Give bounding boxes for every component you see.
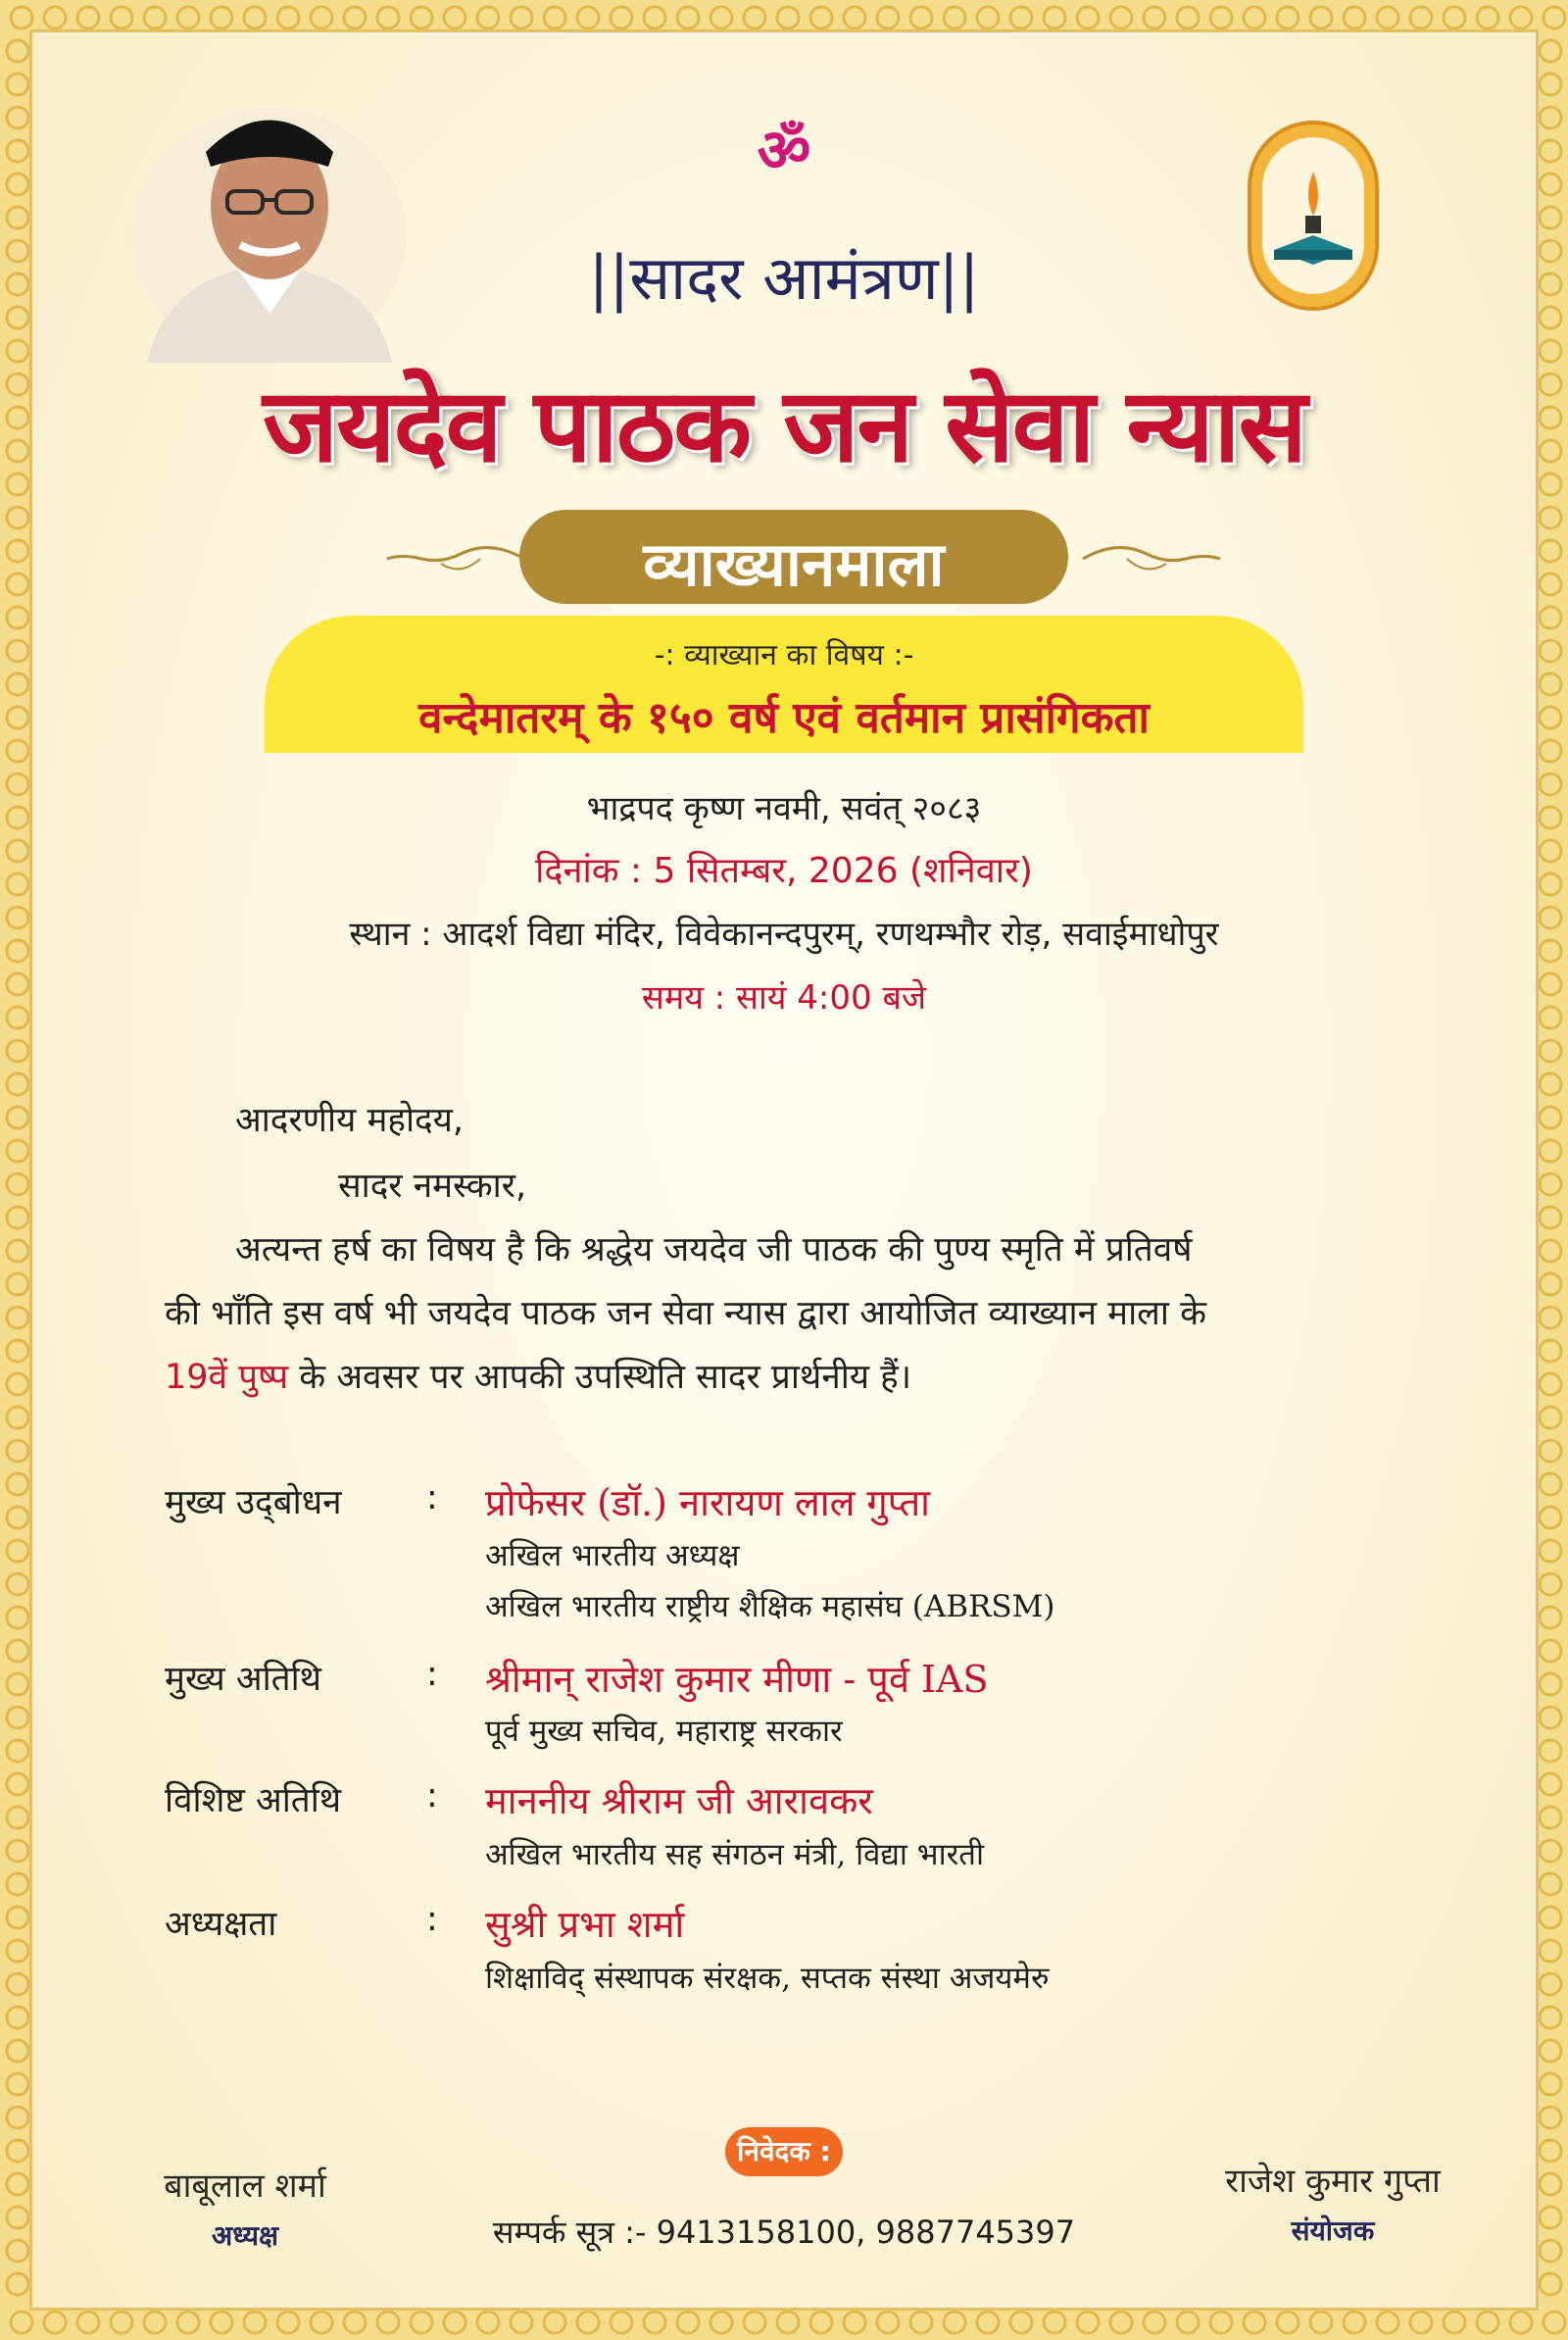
guest-role: मुख्य उद्‍बोधन <box>165 1483 342 1522</box>
border-ornament-icon <box>7 1407 28 1428</box>
border-ornament-icon <box>7 1607 28 1628</box>
border-ornament-icon <box>7 1973 28 1995</box>
border-ornament-icon <box>1510 2312 1532 2333</box>
border-ornament-icon <box>511 2312 532 2333</box>
topic-title: वन्देमातरम् के १५० वर्ष एवं वर्तमान प्रासंगिकता <box>418 693 1150 743</box>
border-ornament-icon <box>1477 7 1498 28</box>
guest-role: मुख्य अतिथि <box>165 1660 322 1699</box>
border-ornament-icon <box>1540 1740 1561 1762</box>
border-ornament-icon <box>7 1740 28 1762</box>
guest-name: माननीय श्रीराम जी आरावकर <box>485 1779 873 1822</box>
border-ornament-icon <box>7 1373 28 1395</box>
border-ornament-icon <box>7 507 28 528</box>
border-ornament-icon <box>611 7 632 28</box>
border-ornament-icon <box>244 2312 266 2333</box>
border-ornament-icon <box>1540 1107 1561 1128</box>
letter-paragraph-line-1: अत्यन्त हर्ष का विषय है कि श्रद्धेय जयदेव जी पाठक की पुण्य स्मृति में प्रतिवर्ष <box>235 1230 1193 1270</box>
border-ornament-icon <box>1540 1240 1561 1262</box>
border-ornament-icon <box>1377 7 1398 28</box>
border-ornament-icon <box>1540 1940 1561 1962</box>
border-ornament-icon <box>1077 2312 1099 2333</box>
border-ornament-icon <box>1540 640 1561 662</box>
border-ornament-icon <box>1540 2107 1561 2128</box>
border-ornament-icon <box>1410 2312 1432 2333</box>
border-ornament-icon <box>1540 2173 1561 2195</box>
border-ornament-icon <box>7 1773 28 1795</box>
guest-description: शिक्षाविद् संस्थापक संरक्षक, सप्तक संस्था अजयमेरु <box>485 1961 1050 1996</box>
border-ornament-icon <box>7 1873 28 1895</box>
border-ornament-icon <box>7 1440 28 1462</box>
border-ornament-icon <box>1110 2312 1132 2333</box>
border-ornament-icon <box>1540 607 1561 628</box>
border-ornament-icon <box>1377 2312 1398 2333</box>
border-ornament-icon <box>1540 1440 1561 1462</box>
border-ornament-icon <box>1540 1907 1561 1928</box>
border-ornament-icon <box>1540 207 1561 228</box>
border-ornament-icon <box>1540 1773 1561 1795</box>
border-ornament-icon <box>7 1107 28 1128</box>
border-ornament-icon <box>710 2312 732 2333</box>
event-time: समय : सायं 4:00 बजे <box>641 978 927 1018</box>
border-ornament-icon <box>1540 1407 1561 1428</box>
border-ornament-icon <box>1044 2312 1065 2333</box>
border-ornament-icon <box>7 1240 28 1262</box>
guest-description: अखिल भारतीय अध्यक्ष <box>485 1538 740 1573</box>
border-ornament-icon <box>910 2312 932 2333</box>
nivedak-badge: निवेदक : <box>725 2127 843 2176</box>
border-ornament-icon <box>7 2007 28 2028</box>
border-ornament-icon <box>111 7 132 28</box>
border-ornament-icon <box>177 2312 199 2333</box>
border-ornament-icon <box>810 7 832 28</box>
border-ornament-icon <box>244 7 266 28</box>
letter-paragraph-line-3 <box>165 1353 911 1399</box>
border-ornament-icon <box>1077 7 1099 28</box>
border-ornament-icon <box>1540 740 1561 762</box>
border-ornament-icon <box>1310 2312 1332 2333</box>
border-ornament-icon <box>7 1207 28 1228</box>
border-ornament-icon <box>1540 673 1561 695</box>
border-ornament-icon <box>7 607 28 628</box>
border-ornament-icon <box>477 7 499 28</box>
border-ornament-icon <box>7 1540 28 1562</box>
border-ornament-icon <box>7 1507 28 1528</box>
border-ornament-icon <box>1540 1540 1561 1562</box>
border-ornament-icon <box>7 1640 28 1662</box>
flourish-left-icon <box>382 529 529 588</box>
event-venue: स्थान : आदर्श विद्या मंदिर, विवेकानन्दपुरम्, रणथम्भौर रोड़, सवाईमाधोपुर <box>349 915 1219 954</box>
guest-colon: : <box>426 1900 438 1939</box>
border-ornament-icon <box>444 2312 466 2333</box>
border-ornament-icon <box>311 7 332 28</box>
guest-name: सुश्री प्रभा शर्मा <box>485 1903 685 1946</box>
border-ornament-icon <box>1477 2312 1498 2333</box>
series-title: व्याख्यानमाला <box>643 528 945 600</box>
event-date: दिनांक : 5 सितम्बर, 2026 (शनिवार) <box>535 851 1033 891</box>
border-ornament-icon <box>1310 7 1332 28</box>
border-ornament-icon <box>344 7 366 28</box>
guest-description: अखिल भारतीय सह संगठन मंत्री, विद्या भारती <box>485 1837 984 1872</box>
border-ornament-icon <box>7 2040 28 2062</box>
border-ornament-icon <box>1540 1640 1561 1662</box>
border-ornament-icon <box>7 2107 28 2128</box>
border-ornament-icon <box>477 2312 499 2333</box>
border-ornament-icon <box>544 2312 565 2333</box>
border-ornament-icon <box>44 2312 66 2333</box>
border-ornament-icon <box>810 2312 832 2333</box>
signatory-right-name: राजेश कुमार गुप्ता <box>1225 2162 1441 2201</box>
guest-description: पूर्व मुख्य सचिव, महाराष्ट्र सरकार <box>485 1714 843 1749</box>
border-ornament-icon <box>1010 7 1032 28</box>
border-ornament-icon <box>1540 1173 1561 1195</box>
border-ornament-icon <box>677 2312 699 2333</box>
border-ornament-icon <box>7 1273 28 1295</box>
border-ornament-icon <box>77 2312 99 2333</box>
guest-colon: : <box>426 1655 438 1694</box>
border-ornament-icon <box>1540 1673 1561 1695</box>
border-ornament-icon <box>144 2312 166 2333</box>
guest-description: अखिल भारतीय राष्ट्रीय शैक्षिक महासंघ (ABRSM) <box>485 1589 1055 1624</box>
border-ornament-icon <box>844 7 865 28</box>
border-ornament-icon <box>744 7 765 28</box>
organization-title: जयदेव पाठक जन सेवा न्यास <box>263 365 1305 485</box>
border-ornament-icon <box>7 74 28 95</box>
border-ornament-icon <box>1210 2312 1232 2333</box>
guest-colon: : <box>426 1478 438 1518</box>
border-ornament-icon <box>7 2073 28 2095</box>
border-ornament-icon <box>1540 40 1561 62</box>
border-ornament-icon <box>7 1940 28 1962</box>
border-ornament-icon <box>1044 7 1065 28</box>
border-ornament-icon <box>1410 7 1432 28</box>
guest-role: अध्यक्षता <box>165 1905 277 1944</box>
guest-colon: : <box>426 1776 438 1816</box>
signatory-right-role: संयोजक <box>1291 2215 1375 2247</box>
border-ornament-icon <box>7 1307 28 1328</box>
border-ornament-icon <box>1177 7 1199 28</box>
border-ornament-icon <box>1540 707 1561 728</box>
border-ornament-icon <box>644 7 665 28</box>
border-ornament-icon <box>1540 1340 1561 1362</box>
border-ornament-icon <box>977 7 999 28</box>
border-ornament-icon <box>877 7 899 28</box>
border-ornament-icon <box>7 740 28 762</box>
border-ornament-icon <box>1210 7 1232 28</box>
letter-paragraph-line-2: की भाँति इस वर्ष भी जयदेव पाठक जन सेवा न्यास द्वारा आयोजित व्याख्यान माला के <box>165 1294 1206 1333</box>
border-ornament-icon <box>11 2312 32 2333</box>
border-ornament-icon <box>644 2312 665 2333</box>
border-ornament-icon <box>177 7 199 28</box>
border-ornament-icon <box>577 7 599 28</box>
border-ornament-icon <box>511 7 532 28</box>
flourish-right-icon <box>1078 529 1225 588</box>
border-ornament-icon <box>7 2273 28 2295</box>
border-ornament-icon <box>1540 2073 1561 2095</box>
border-ornament-icon <box>7 1340 28 1362</box>
border-ornament-icon <box>1540 74 1561 95</box>
border-ornament-icon <box>1540 1573 1561 1595</box>
invitation-heading: ||सादर आमंत्रण|| <box>588 242 980 314</box>
border-ornament-icon <box>1540 2140 1561 2162</box>
border-ornament-icon <box>7 1840 28 1862</box>
border-ornament-icon <box>144 7 166 28</box>
border-ornament-icon <box>777 2312 799 2333</box>
border-ornament-icon <box>44 7 66 28</box>
border-ornament-icon <box>444 7 466 28</box>
border-ornament-icon <box>7 1907 28 1928</box>
border-ornament-icon <box>777 7 799 28</box>
border-ornament-icon <box>1540 2040 1561 2062</box>
border-ornament-icon <box>344 2312 366 2333</box>
border-ornament-icon <box>311 2312 332 2333</box>
border-ornament-icon <box>1540 2007 1561 2028</box>
border-ornament-icon <box>1540 1840 1561 1862</box>
om-symbol: ॐ <box>757 117 811 185</box>
border-ornament-icon <box>1540 1807 1561 1828</box>
border-ornament-icon <box>1244 7 1265 28</box>
border-ornament-icon <box>277 7 299 28</box>
pushp-highlight: 19वें पुष्प <box>165 1358 289 1397</box>
border-ornament-icon <box>1540 1607 1561 1628</box>
letter-salutation: आदरणीय महोदय, <box>235 1101 465 1140</box>
letter-paragraph-line-3-rest: के अवसर पर आपकी उपस्थिति सादर प्रार्थनीय हैं। <box>288 1358 912 1397</box>
border-ornament-icon <box>944 2312 965 2333</box>
border-ornament-icon <box>7 207 28 228</box>
border-ornament-icon <box>877 2312 899 2333</box>
border-ornament-icon <box>1344 2312 1365 2333</box>
border-ornament-icon <box>377 7 399 28</box>
border-ornament-icon <box>277 2312 299 2333</box>
border-ornament-icon <box>577 2312 599 2333</box>
border-ornament-icon <box>710 7 732 28</box>
border-ornament-icon <box>1540 1507 1561 1528</box>
border-ornament-icon <box>910 7 932 28</box>
border-ornament-icon <box>1344 7 1365 28</box>
border-ornament-icon <box>1540 1307 1561 1328</box>
border-ornament-icon <box>7 40 28 62</box>
border-ornament-icon <box>111 2312 132 2333</box>
border-ornament-icon <box>1540 1040 1561 1062</box>
border-ornament-icon <box>1110 7 1132 28</box>
border-ornament-icon <box>11 7 32 28</box>
border-ornament-icon <box>544 7 565 28</box>
border-ornament-icon <box>1510 7 1532 28</box>
border-ornament-icon <box>1277 7 1298 28</box>
border-ornament-icon <box>1540 1273 1561 1295</box>
border-ornament-icon <box>7 1040 28 1062</box>
border-ornament-icon <box>1010 2312 1032 2333</box>
border-ornament-icon <box>7 2140 28 2162</box>
border-ornament-icon <box>1177 2312 1199 2333</box>
border-ornament-icon <box>977 2312 999 2333</box>
border-ornament-icon <box>1144 2312 1165 2333</box>
border-ornament-icon <box>1540 1973 1561 1995</box>
border-ornament-icon <box>1444 7 1465 28</box>
border-ornament-icon <box>1540 1073 1561 1095</box>
topic-label: -: व्याख्यान का विषय :- <box>654 638 914 672</box>
border-ornament-icon <box>7 673 28 695</box>
border-ornament-icon <box>377 2312 399 2333</box>
border-ornament-icon <box>7 707 28 728</box>
border-ornament-icon <box>411 2312 432 2333</box>
signatory-left-role: अध्यक्ष <box>211 2219 279 2252</box>
border-ornament-icon <box>1540 1707 1561 1728</box>
border-ornament-icon <box>1444 2312 1465 2333</box>
border-ornament-icon <box>1277 2312 1298 2333</box>
border-ornament-icon <box>77 7 99 28</box>
border-ornament-icon <box>1540 573 1561 595</box>
border-ornament-icon <box>1540 540 1561 562</box>
border-ornament-icon <box>944 7 965 28</box>
border-ornament-icon <box>1540 1373 1561 1395</box>
contact-info: सम्पर्क सूत्र :- 9413158100, 9887745397 <box>492 2214 1076 2251</box>
border-ornament-icon <box>1540 507 1561 528</box>
border-ornament-icon <box>7 2173 28 2195</box>
border-ornament-icon <box>211 7 232 28</box>
border-ornament-icon <box>844 2312 865 2333</box>
signatory-left-name: बाबूलाल शर्मा <box>164 2166 326 2206</box>
border-ornament-icon <box>1244 2312 1265 2333</box>
border-ornament-icon <box>7 1140 28 1162</box>
border-ornament-icon <box>1540 1207 1561 1228</box>
border-ornament-icon <box>1540 1473 1561 1495</box>
border-ornament-icon <box>1540 1873 1561 1895</box>
guest-role: विशिष्ट अतिथि <box>165 1781 342 1820</box>
event-tithi: भाद्रपद कृष्ण नवमी, सवंत् २०८३ <box>586 789 982 828</box>
border-ornament-icon <box>7 540 28 562</box>
border-ornament-icon <box>7 1473 28 1495</box>
border-ornament-icon <box>211 2312 232 2333</box>
border-ornament-icon <box>7 1073 28 1095</box>
border-ornament-icon <box>7 573 28 595</box>
border-ornament-icon <box>7 1673 28 1695</box>
border-ornament-icon <box>7 1707 28 1728</box>
guest-name: श्रीमान् राजेश कुमार मीणा - पूर्व IAS <box>485 1658 989 1701</box>
border-ornament-icon <box>1544 2312 1565 2333</box>
border-ornament-icon <box>7 1807 28 1828</box>
border-ornament-icon <box>611 2312 632 2333</box>
border-ornament-icon <box>744 2312 765 2333</box>
border-ornament-icon <box>7 1173 28 1195</box>
border-ornament-icon <box>1540 1140 1561 1162</box>
border-ornament-icon <box>677 7 699 28</box>
border-ornament-icon <box>1144 7 1165 28</box>
border-ornament-icon <box>411 7 432 28</box>
letter-greeting: सादर नमस्कार, <box>338 1167 527 1206</box>
border-ornament-icon <box>7 1573 28 1595</box>
guest-name: प्रोफेसर (डॉ.) नारायण लाल गुप्ता <box>485 1481 931 1524</box>
border-ornament-icon <box>1540 2273 1561 2295</box>
border-ornament-icon <box>1544 7 1565 28</box>
border-ornament-icon <box>7 640 28 662</box>
